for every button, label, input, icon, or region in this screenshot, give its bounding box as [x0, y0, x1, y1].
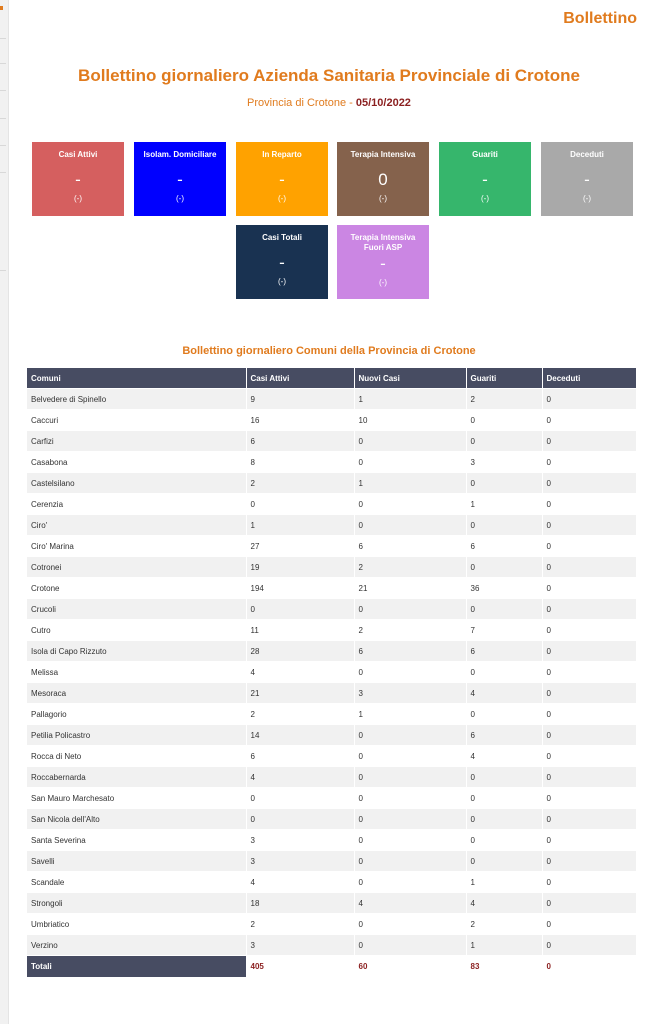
column-header-deceduti: Deceduti [542, 368, 636, 389]
sidebar-divider [0, 145, 6, 146]
sidebar-divider [0, 270, 6, 271]
cell-casi-attivi: 4 [246, 872, 354, 893]
cell-deceduti: 0 [542, 473, 636, 494]
cell-guariti: 2 [466, 914, 542, 935]
card-value: - [584, 170, 590, 189]
card-label: Isolam. Domiciliare [143, 150, 217, 159]
cell-casi-attivi: 2 [246, 914, 354, 935]
cell-deceduti: 0 [542, 389, 636, 410]
card-label: Casi Attivi [58, 150, 98, 159]
card-label: Terapia Intensiva [350, 150, 416, 159]
report-date: 05/10/2022 [355, 97, 411, 109]
cell-guariti: 0 [466, 767, 542, 788]
cell-casi-attivi: 14 [246, 725, 354, 746]
cell-deceduti: 0 [542, 725, 636, 746]
table-row [27, 914, 636, 935]
cell-comune: San Nicola dell'Alto [27, 809, 246, 830]
cell-deceduti: 0 [542, 599, 636, 620]
cell-comune: Verzino [27, 935, 246, 956]
cell-casi-attivi: 0 [246, 809, 354, 830]
cell-guariti: 0 [466, 557, 542, 578]
cell-deceduti: 0 [542, 830, 636, 851]
cell-deceduti: 0 [542, 851, 636, 872]
table-row [27, 389, 636, 410]
cell-comune: Belvedere di Spinello [27, 389, 246, 410]
cell-comune: Crucoli [27, 599, 246, 620]
cell-guariti: 0 [466, 410, 542, 431]
cell-nuovi-casi: 4 [354, 893, 466, 914]
cell-casi-attivi: 6 [246, 746, 354, 767]
totals-label: Totali [27, 956, 246, 978]
cell-nuovi-casi: 0 [354, 788, 466, 809]
table-row [27, 683, 636, 704]
cell-deceduti: 0 [542, 515, 636, 536]
cell-deceduti: 0 [542, 893, 636, 914]
cell-nuovi-casi: 0 [354, 515, 466, 536]
cell-deceduti: 0 [542, 620, 636, 641]
cell-casi-attivi: 3 [246, 935, 354, 956]
card-value: - [279, 170, 285, 189]
cell-comune: Rocca di Neto [27, 746, 246, 767]
card-label: Terapia Intensiva Fuori ASP [350, 233, 416, 252]
cell-guariti: 4 [466, 893, 542, 914]
card-terapia-intensiva [337, 142, 429, 216]
cell-comune: Cerenzia [27, 494, 246, 515]
cell-casi-attivi: 27 [246, 536, 354, 557]
cell-comune: Melissa [27, 662, 246, 683]
cell-guariti: 7 [466, 620, 542, 641]
cell-guariti: 1 [466, 494, 542, 515]
cell-casi-attivi: 0 [246, 788, 354, 809]
cell-casi-attivi: 16 [246, 410, 354, 431]
cell-comune: Casabona [27, 452, 246, 473]
cell-casi-attivi: 21 [246, 683, 354, 704]
cell-casi-attivi: 6 [246, 431, 354, 452]
cell-nuovi-casi: 0 [354, 431, 466, 452]
column-header-guariti: Guariti [466, 368, 542, 389]
table-row [27, 641, 636, 662]
card-delta: (-) [379, 194, 387, 203]
card-value: - [75, 170, 81, 189]
table-row [27, 578, 636, 599]
cell-deceduti: 0 [542, 641, 636, 662]
table-row [27, 599, 636, 620]
cell-comune: Strongoli [27, 893, 246, 914]
cell-comune: Castelsilano [27, 473, 246, 494]
cell-nuovi-casi: 1 [354, 389, 466, 410]
cell-nuovi-casi: 2 [354, 557, 466, 578]
table-row [27, 515, 636, 536]
cell-deceduti: 0 [542, 494, 636, 515]
table-row [27, 746, 636, 767]
cell-deceduti: 0 [542, 662, 636, 683]
cell-guariti: 6 [466, 536, 542, 557]
table-row [27, 767, 636, 788]
table-row [27, 851, 636, 872]
cell-casi-attivi: 18 [246, 893, 354, 914]
cell-comune: Mesoraca [27, 683, 246, 704]
province-label: Provincia di Crotone - [247, 97, 356, 109]
cell-casi-attivi: 0 [246, 494, 354, 515]
cell-guariti: 0 [466, 809, 542, 830]
cell-comune: Crotone [27, 578, 246, 599]
page-subtitle [0, 97, 658, 109]
left-sidebar-edge [0, 0, 9, 1024]
page-title: Bollettino giornaliero Azienda Sanitaria Provinciale di Crotone [78, 66, 580, 85]
cell-guariti: 0 [466, 515, 542, 536]
cell-comune: Santa Severina [27, 830, 246, 851]
cell-deceduti: 0 [542, 431, 636, 452]
cell-deceduti: 0 [542, 536, 636, 557]
card-value: 0 [378, 170, 388, 189]
cell-casi-attivi: 9 [246, 389, 354, 410]
cell-guariti: 0 [466, 788, 542, 809]
cell-guariti: 1 [466, 872, 542, 893]
sidebar-divider [0, 118, 6, 119]
cell-guariti: 2 [466, 389, 542, 410]
card-delta: (-) [74, 194, 82, 203]
cell-comune: Umbriatico [27, 914, 246, 935]
cell-comune: Cutro [27, 620, 246, 641]
cell-deceduti: 0 [542, 452, 636, 473]
total-casi-attivi: 405 [246, 956, 354, 978]
cell-casi-attivi: 4 [246, 662, 354, 683]
table-row [27, 872, 636, 893]
cell-nuovi-casi: 0 [354, 830, 466, 851]
card-deceduti [541, 142, 633, 216]
card-isolamento-domiciliare [134, 142, 226, 216]
cell-guariti: 0 [466, 851, 542, 872]
cell-deceduti: 0 [542, 788, 636, 809]
card-value: - [279, 253, 285, 272]
column-header-comuni: Comuni [27, 368, 246, 389]
cell-guariti: 0 [466, 599, 542, 620]
table-row [27, 725, 636, 746]
cell-nuovi-casi: 0 [354, 452, 466, 473]
table-title: Bollettino giornaliero Comuni della Provincia di Crotone [182, 345, 476, 357]
cell-nuovi-casi: 0 [354, 494, 466, 515]
total-deceduti: 0 [542, 956, 636, 978]
cell-nuovi-casi: 0 [354, 935, 466, 956]
cell-nuovi-casi: 1 [354, 473, 466, 494]
cell-nuovi-casi: 0 [354, 872, 466, 893]
cell-nuovi-casi: 2 [354, 620, 466, 641]
sidebar-divider [0, 63, 6, 64]
table-totals-row [27, 956, 636, 978]
card-in-reparto [236, 142, 328, 216]
cell-nuovi-casi: 0 [354, 746, 466, 767]
cell-comune: Caccuri [27, 410, 246, 431]
table-row [27, 557, 636, 578]
card-label: In Reparto [262, 150, 302, 159]
cell-guariti: 0 [466, 704, 542, 725]
cell-guariti: 4 [466, 683, 542, 704]
cell-nuovi-casi: 6 [354, 536, 466, 557]
cell-nuovi-casi: 6 [354, 641, 466, 662]
cell-comune: Petilia Policastro [27, 725, 246, 746]
cell-deceduti: 0 [542, 935, 636, 956]
cell-deceduti: 0 [542, 557, 636, 578]
cell-casi-attivi: 19 [246, 557, 354, 578]
card-casi-attivi [32, 142, 124, 216]
total-nuovi-casi: 60 [354, 956, 466, 978]
table-row [27, 704, 636, 725]
card-casi-totali [236, 225, 328, 299]
cell-nuovi-casi: 0 [354, 809, 466, 830]
column-header-casi-attivi: Casi Attivi [246, 368, 354, 389]
cell-comune: Pallagorio [27, 704, 246, 725]
card-delta: (-) [481, 194, 489, 203]
cell-casi-attivi: 194 [246, 578, 354, 599]
cell-casi-attivi: 8 [246, 452, 354, 473]
cell-comune: Ciro' [27, 515, 246, 536]
cell-comune: Isola di Capo Rizzuto [27, 641, 246, 662]
cell-nuovi-casi: 0 [354, 662, 466, 683]
table-header-row [27, 368, 636, 389]
cell-casi-attivi: 0 [246, 599, 354, 620]
table-row [27, 830, 636, 851]
cell-comune: Carfizi [27, 431, 246, 452]
cell-casi-attivi: 11 [246, 620, 354, 641]
card-value: - [482, 170, 488, 189]
cell-casi-attivi: 28 [246, 641, 354, 662]
cell-guariti: 6 [466, 641, 542, 662]
cell-deceduti: 0 [542, 746, 636, 767]
card-terapia-intensiva-fuori-asp [337, 225, 429, 299]
card-label: Casi Totali [262, 233, 302, 242]
cell-deceduti: 0 [542, 914, 636, 935]
cell-nuovi-casi: 3 [354, 683, 466, 704]
table-row [27, 788, 636, 809]
cell-deceduti: 0 [542, 683, 636, 704]
cell-casi-attivi: 4 [246, 767, 354, 788]
cell-nuovi-casi: 21 [354, 578, 466, 599]
card-label: Deceduti [570, 150, 604, 159]
cell-nuovi-casi: 0 [354, 725, 466, 746]
sidebar-divider [0, 90, 6, 91]
table-row [27, 935, 636, 956]
sidebar-divider [0, 38, 6, 39]
cell-nuovi-casi: 1 [354, 704, 466, 725]
card-delta: (-) [583, 194, 591, 203]
cell-casi-attivi: 2 [246, 704, 354, 725]
cell-guariti: 0 [466, 431, 542, 452]
card-value: - [177, 170, 183, 189]
cell-deceduti: 0 [542, 872, 636, 893]
cell-deceduti: 0 [542, 578, 636, 599]
site-title[interactable]: Bollettino [563, 10, 637, 27]
cell-guariti: 3 [466, 452, 542, 473]
cell-deceduti: 0 [542, 809, 636, 830]
cell-comune: Roccabernarda [27, 767, 246, 788]
table-row [27, 452, 636, 473]
cell-comune: Ciro' Marina [27, 536, 246, 557]
cell-comune: San Mauro Marchesato [27, 788, 246, 809]
cell-casi-attivi: 3 [246, 851, 354, 872]
table-row [27, 431, 636, 452]
card-delta: (-) [278, 277, 286, 286]
cell-deceduti: 0 [542, 704, 636, 725]
cell-comune: Scandale [27, 872, 246, 893]
sidebar-marker [0, 6, 3, 10]
table-row [27, 473, 636, 494]
cell-guariti: 6 [466, 725, 542, 746]
cell-guariti: 4 [466, 746, 542, 767]
cell-nuovi-casi: 0 [354, 767, 466, 788]
card-delta: (-) [379, 278, 387, 287]
cell-nuovi-casi: 0 [354, 914, 466, 935]
cell-casi-attivi: 2 [246, 473, 354, 494]
table-row [27, 662, 636, 683]
card-delta: (-) [176, 194, 184, 203]
comuni-table [27, 368, 637, 977]
cell-comune: Cotronei [27, 557, 246, 578]
table-row [27, 494, 636, 515]
table-row [27, 620, 636, 641]
table-row [27, 410, 636, 431]
cell-guariti: 0 [466, 662, 542, 683]
cell-nuovi-casi: 10 [354, 410, 466, 431]
cell-casi-attivi: 3 [246, 830, 354, 851]
cell-deceduti: 0 [542, 767, 636, 788]
cell-guariti: 36 [466, 578, 542, 599]
cell-comune: Savelli [27, 851, 246, 872]
cell-nuovi-casi: 0 [354, 599, 466, 620]
table-row [27, 809, 636, 830]
table-row [27, 536, 636, 557]
card-label: Guariti [472, 150, 498, 159]
cell-guariti: 0 [466, 830, 542, 851]
cell-guariti: 1 [466, 935, 542, 956]
cell-nuovi-casi: 0 [354, 851, 466, 872]
cell-deceduti: 0 [542, 410, 636, 431]
sidebar-divider [0, 172, 6, 173]
cell-casi-attivi: 1 [246, 515, 354, 536]
total-guariti: 83 [466, 956, 542, 978]
cell-guariti: 0 [466, 473, 542, 494]
card-guariti [439, 142, 531, 216]
column-header-nuovi-casi: Nuovi Casi [354, 368, 466, 389]
table-row [27, 893, 636, 914]
card-value: - [380, 254, 386, 273]
card-delta: (-) [278, 194, 286, 203]
